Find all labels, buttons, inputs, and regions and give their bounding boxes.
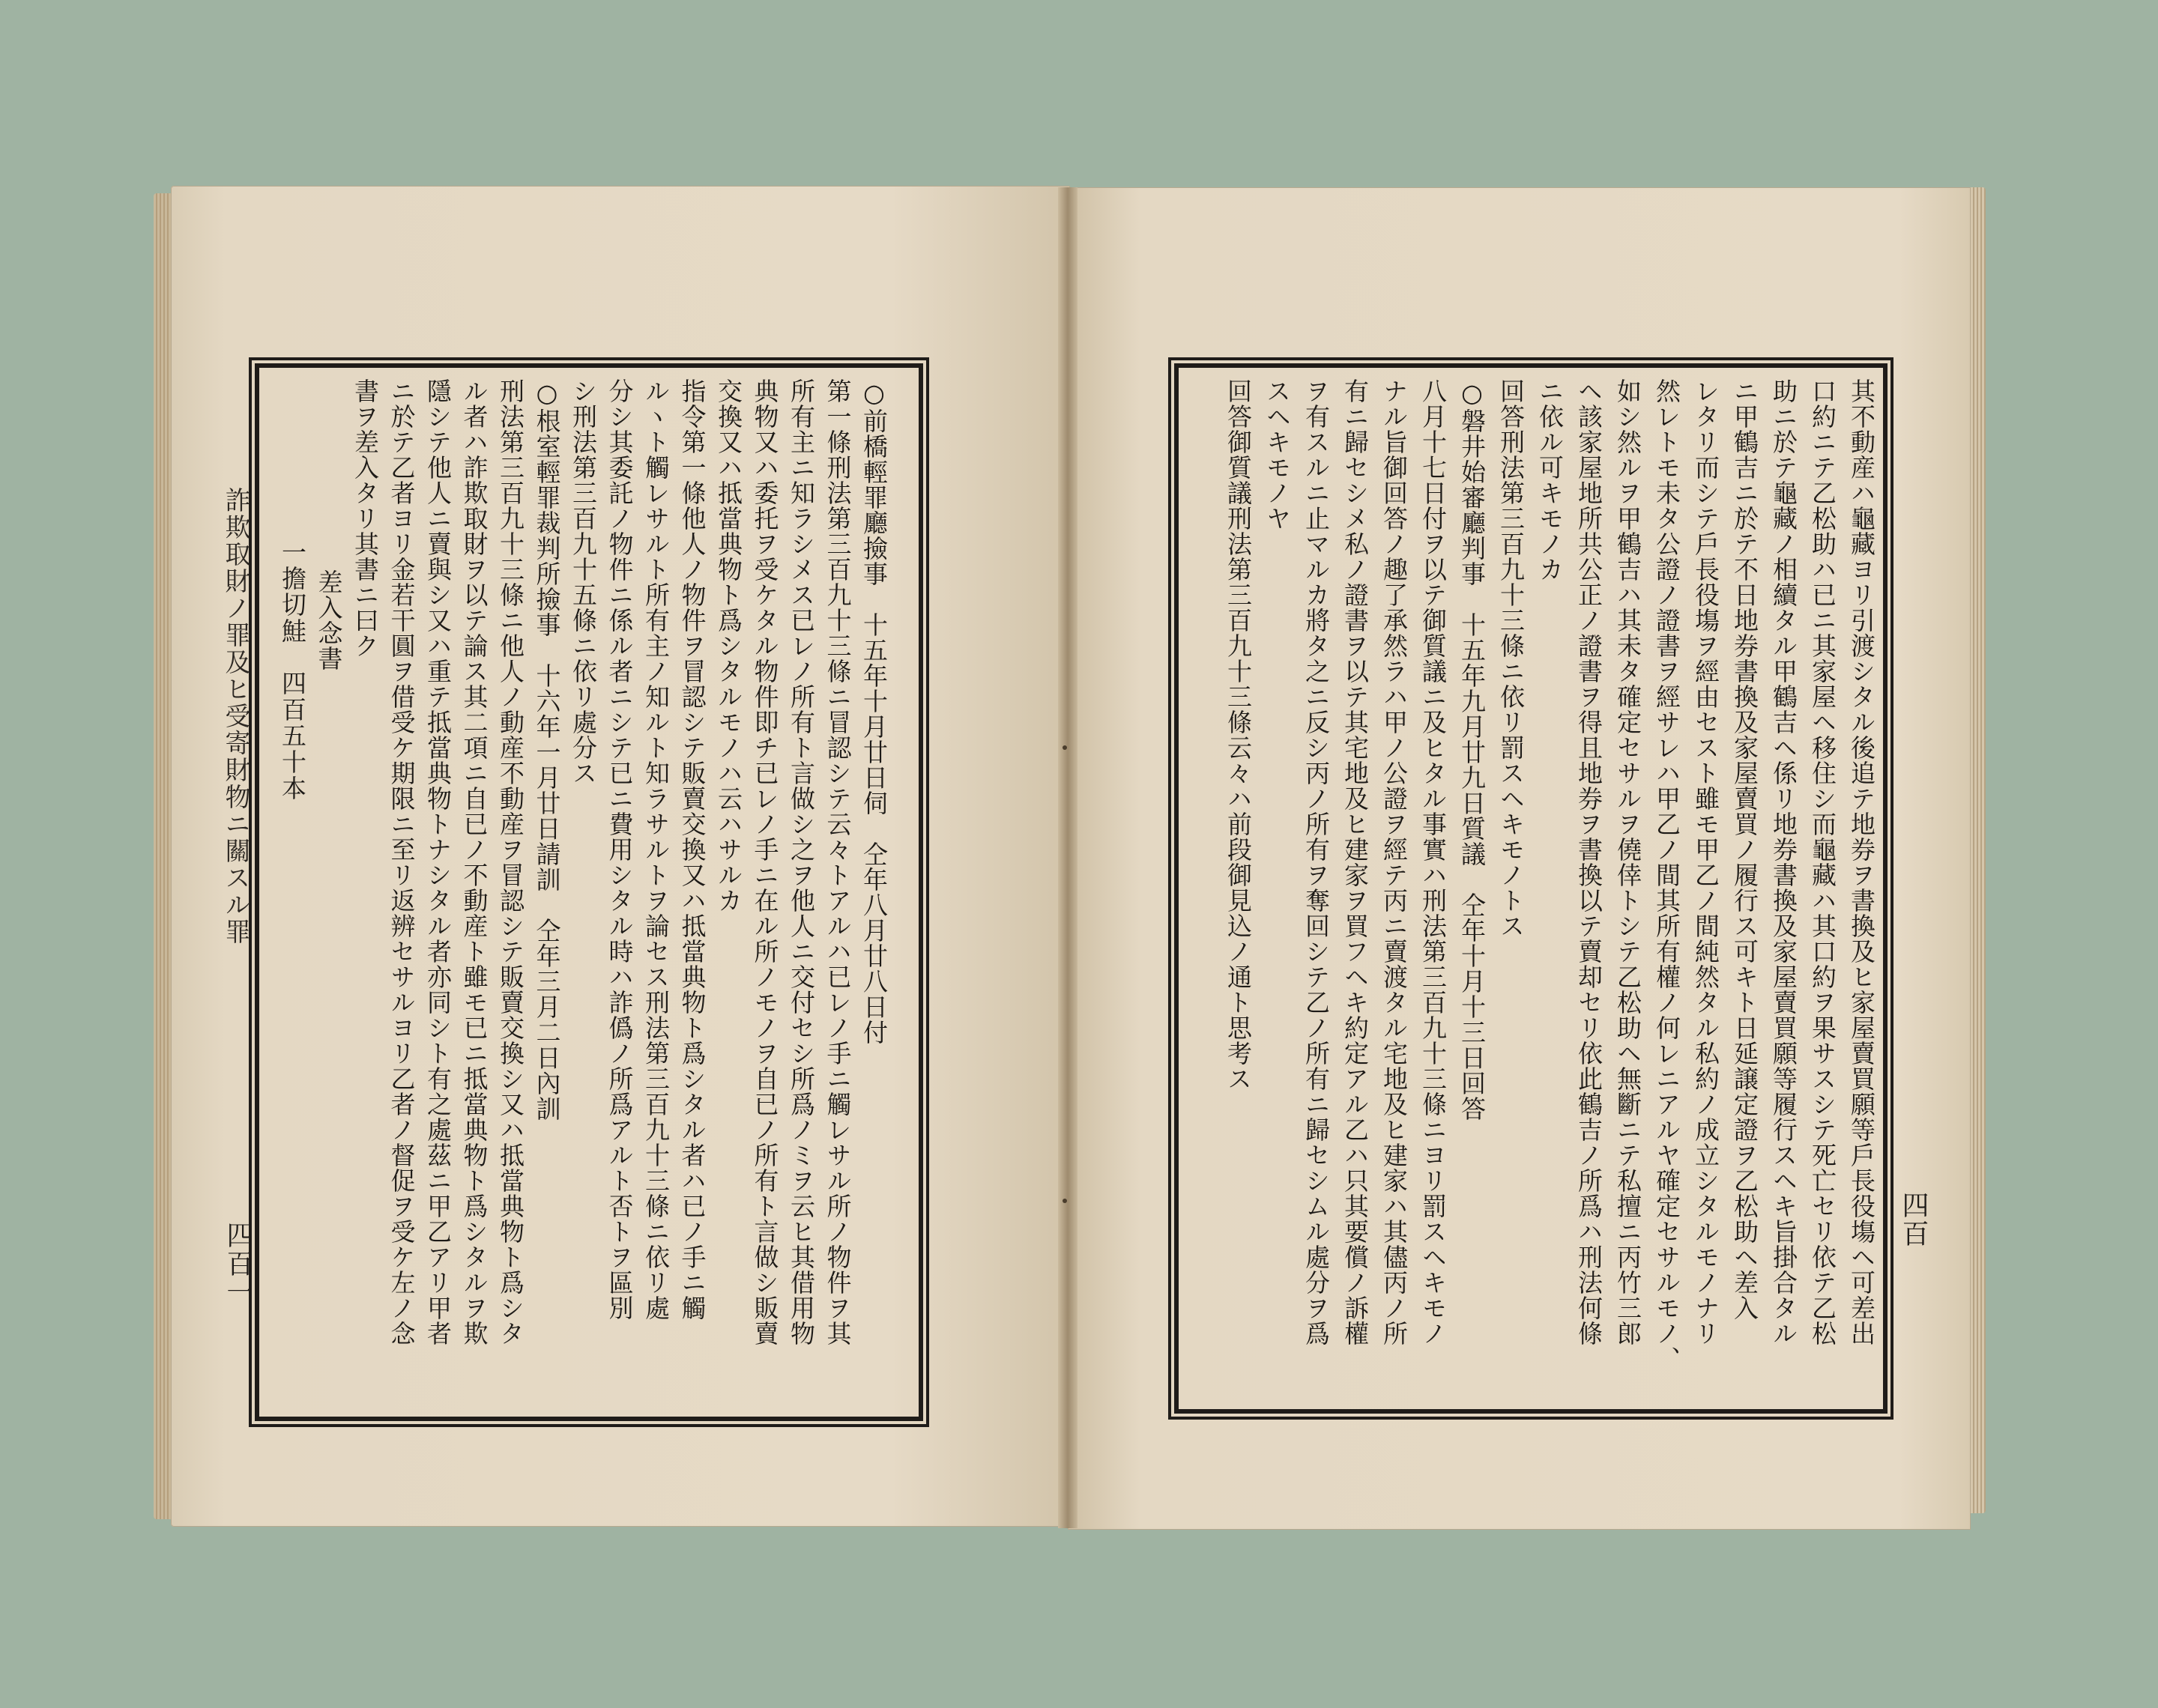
- left-page-column-8: 分シ其委託ノ物件ニ係ル者ニシテ已ニ費用シタル時ハ詐僞ノ所爲アルト否トヲ區別: [605, 378, 635, 1321]
- right-page-column-9: ニ依ル可キモノカ: [1535, 378, 1565, 582]
- right-page-column-8: ヘ該家屋地所共公正ノ證書ヲ得且地券ヲ書換以テ賣却セリ依此鶴吉ノ所爲ハ刑法何條: [1574, 378, 1604, 1346]
- right-page-column-6: 然レトモ未タ公證ノ證書ヲ經サレハ甲乙ノ間其所有權ノ何レニアルヤ確定セサルモノ、: [1652, 378, 1681, 1372]
- left-page-column-11: 刑法第三百九十三條ニ他人ノ動産不動産ヲ冒認シテ販賣交換シ又ハ抵當典物ト爲シタ: [496, 378, 525, 1346]
- left-page-column-12: ル者ハ詐欺取財ヲ以テ論ス其二項ニ自已ノ不動産ト雖モ已ニ抵當典物ト爲シタルヲ欺: [459, 378, 489, 1346]
- right-page-column-1: 其不動産ハ龜藏ヨリ引渡シタル後追テ地券ヲ書換及ヒ家屋賣買願等戶長役塲ヘ可差出: [1847, 378, 1876, 1346]
- right-page-column-15: ヲ有スルニ止マルカ將タ之ニ反シ丙ノ所有ヲ奪回シテ乙ノ所有ニ歸セシムル處分ヲ爲: [1302, 378, 1331, 1346]
- right-page-column-7: 如シ然ルヲ甲鶴吉ハ其未タ確定セサルヲ僥倖トシテ乙松助ヘ無斷ニテ私擅ニ丙竹三郎: [1613, 378, 1642, 1346]
- running-head: 詐欺取財ノ罪及ヒ受寄財物ニ關スル罪: [220, 487, 250, 945]
- right-page-column-13: ナル旨御回答ノ趣了承然ラハ甲ノ公證ヲ經テ丙ニ賣渡タル宅地及ヒ建家ハ其儘丙ノ所: [1379, 378, 1409, 1346]
- right-page-column-3: 助ニ於テ龜藏ノ相續タル甲鶴吉ヘ係リ地券書換及家屋賣買願等履行スヘキ旨掛合タル: [1769, 378, 1798, 1346]
- binding-hole: [1063, 745, 1067, 750]
- left-page-column-13: 隱シテ他人ニ賣與シ又ハ重テ抵當典物トナシタル者亦同シト有之處茲ニ甲乙アリ甲者: [423, 378, 453, 1346]
- left-page-column-14: ニ於テ乙者ヨリ金若干圓ヲ借受ケ期限ニ至リ返辨セサルヨリ乙者ノ督促ヲ受ケ左ノ念: [387, 378, 417, 1346]
- right-page-column-16: スヘキモノヤ: [1263, 378, 1292, 531]
- book-gutter: [1058, 187, 1078, 1528]
- right-page-column-14: 有ニ歸セシメ私ノ證書ヲ以テ其宅地及ヒ建家ヲ買フヘキ約定アル乙ハ只其要償ノ訴權: [1341, 378, 1370, 1346]
- left-page-column-3: 所有主ニ知ラシメス已レノ所有ト言做シ之ヲ他人ニ交付セシ所爲ノミヲ云ヒ其借用物: [787, 378, 816, 1346]
- left-page-column-16: 差入念書: [314, 569, 344, 671]
- page-number-left: 四百一: [223, 1221, 253, 1306]
- left-page-column-17: 一擔切鮭 四百五十本: [278, 539, 307, 802]
- left-page-column-9: シ刑法第三百九十五條ニ依リ處分ス: [569, 378, 598, 786]
- left-page-column-1: ○前橋輕罪廳撿事 十五年十月廿日伺 仝年八月廿八日付: [859, 378, 889, 1045]
- right-page-column-17: 回答御質議刑法第三百九十三條云々ハ前段御見込ノ通ト思考ス: [1224, 378, 1253, 1091]
- left-page-column-6: 指令第一條他人ノ物件ヲ冒認シテ販賣交換又ハ抵當典物ト爲シタル者ハ已ノ手ニ觸: [677, 378, 707, 1321]
- left-page-column-10: ○根室輕罪裁判所撿事 十六年一月廿日請訓 仝年三月二日內訓: [532, 378, 562, 1121]
- page-number-right: 四百: [1898, 1191, 1929, 1248]
- left-page-column-2: 第一條刑法第三百九十三條ニ冒認シテ云々トアルハ已レノ手ニ觸レサル所ノ物件ヲ其: [823, 378, 853, 1346]
- right-page-column-12: 八月十七日付ヲ以テ御質議ニ及ヒタル事實ハ刑法第三百九十三條ニヨリ罰スヘキモノ: [1418, 378, 1448, 1346]
- left-page-column-5: 交換又ハ抵當典物ト爲シタルモノハ云ハサルカ: [714, 378, 743, 913]
- left-page-column-4: 典物又ハ委托ヲ受ケタル物件即チ已レノ手ニ在ル所ノモノヲ自已ノ所有ト言做シ販賣: [750, 378, 780, 1346]
- right-page-column-11: ○磐井始審廳判事 十五年九月廿九日質議 仝年十月十三日回答: [1457, 378, 1487, 1121]
- right-page-column-2: 口約ニテ乙松助ハ已ニ其家屋ヘ移住シ而龜藏ハ其口約ヲ果サスシテ死亡セリ依テ乙松: [1808, 378, 1837, 1346]
- binding-hole: [1063, 1199, 1067, 1203]
- left-page-column-7: ルヽト觸レサルト所有主ノ知ルト知ラサルトヲ論セス刑法第三百九十三條ニ依リ處: [641, 378, 671, 1321]
- right-page-column-4: ニ甲鶴吉ニ於テ不日地券書換及家屋賣買ノ履行ス可キト日延譲定證ヲ乙松助ヘ差入: [1730, 378, 1759, 1321]
- right-page-column-10: 回答刑法第三百九十三條ニ依リ罰スヘキモノトス: [1496, 378, 1526, 939]
- right-page-column-5: レタリ而シテ戶長役塲ヲ經由セスト雖モ甲乙ノ間純然タル私約ノ成立シタルモノナリ: [1691, 378, 1720, 1346]
- left-page-column-15: 書ヲ差入タリ其書ニ曰ク: [351, 378, 380, 658]
